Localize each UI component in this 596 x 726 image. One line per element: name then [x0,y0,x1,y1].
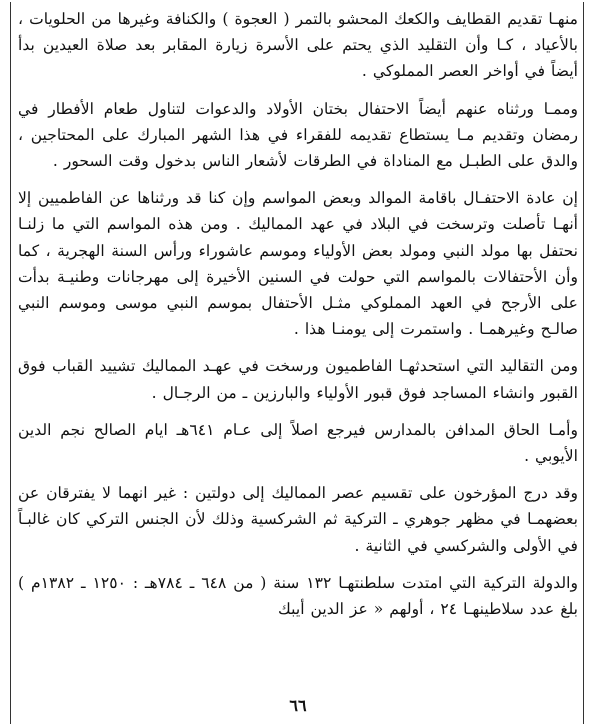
page-number: ٦٦ [289,696,307,715]
paragraph-2: وممـا ورثناه عنهم أيضاً الاحتفال بختان الأولاد والدعوات لتناول طعام الأفطار في رمضان وتقديم مـا يستطاع تقديمه للفقراء في هذا الشهر المبارك على المحتاجين ، والدق على الطبـل مع المناداة في الطرقات لأشعار الناس بدخول وقت السحور . [18,99,578,171]
paragraph-4: ومن التقاليد التي استحدثهـا الفاطميون ورسخت في عهـد المماليك تشييد القباب فوق القبور وانشاء المساجد فوق قبور الأولياء والبارزين ـ من الرجـال . [18,357,578,402]
paragraph-7: والدولة التركية التي امتدت سلطنتهـا ١٣٢ سنة ( من ٦٤٨ ـ ٧٨٤هـ : ١٢٥٠ ـ ١٣٨٢م ) بلغ عدد سلاطينهـا ٢٤ ، أولهم « عز الدين أيبك [18,573,579,619]
paragraph-6: وقد درج المؤرخون على تقسيم عصر المماليك إلى دولتين : غير انهما لا يفترقان عن بعضهمـا في مظهر جوهري ـ التركية ثم الشركسية وذلك لأن الجنس التركي كان غالبـاً في الأولى والشركسي في الثانية . [18,484,578,555]
document-page [18,6,578,622]
paragraph-3: إن عادة الاحتفـال باقامة الموالد وبعض المواسم وإن كنا قد ورثناها عن الفاطميين إلا أنهـا تأصلت وترسخت في البلاد في عهد المماليك . ومن هذه المواسم التي ما زلنـا نحتفل بها مولد النبي ومولد بعض الأولياء وموسم عاشوراء ورأس السنة الهجرية ، كما وأن الأحتفالات بالمواسم التي حولت في السنين الأخيرة إلى مهرجانات وطنيـة بدأت على الأرجح في العهد المملوكي مثـل الأحتفال بموسم النبي موسى وموسم النبي صالـح وغيرهمـا . واستمرت إلى يومنـا هذا . [18,189,578,339]
paragraph-5: وأمـا الحاق المدافن بالمدارس فيرجع اصلاً إلى عـام ٦٤١هـ ايام الصالح نجم الدين الأيوبي . [18,420,578,466]
paragraph-1: منهـا تقديم القطايف والكعك المحشو بالتمر ( العجوة ) والكنافة وغيرها من الحلويات ، بالأعياد ، كـا وأن التقليد الذي يحتم على الأسرة زيارة المقابر بعد صلاة العيدين بدأ أيضاً في أواخر العصر المملوكي . [18,10,578,81]
